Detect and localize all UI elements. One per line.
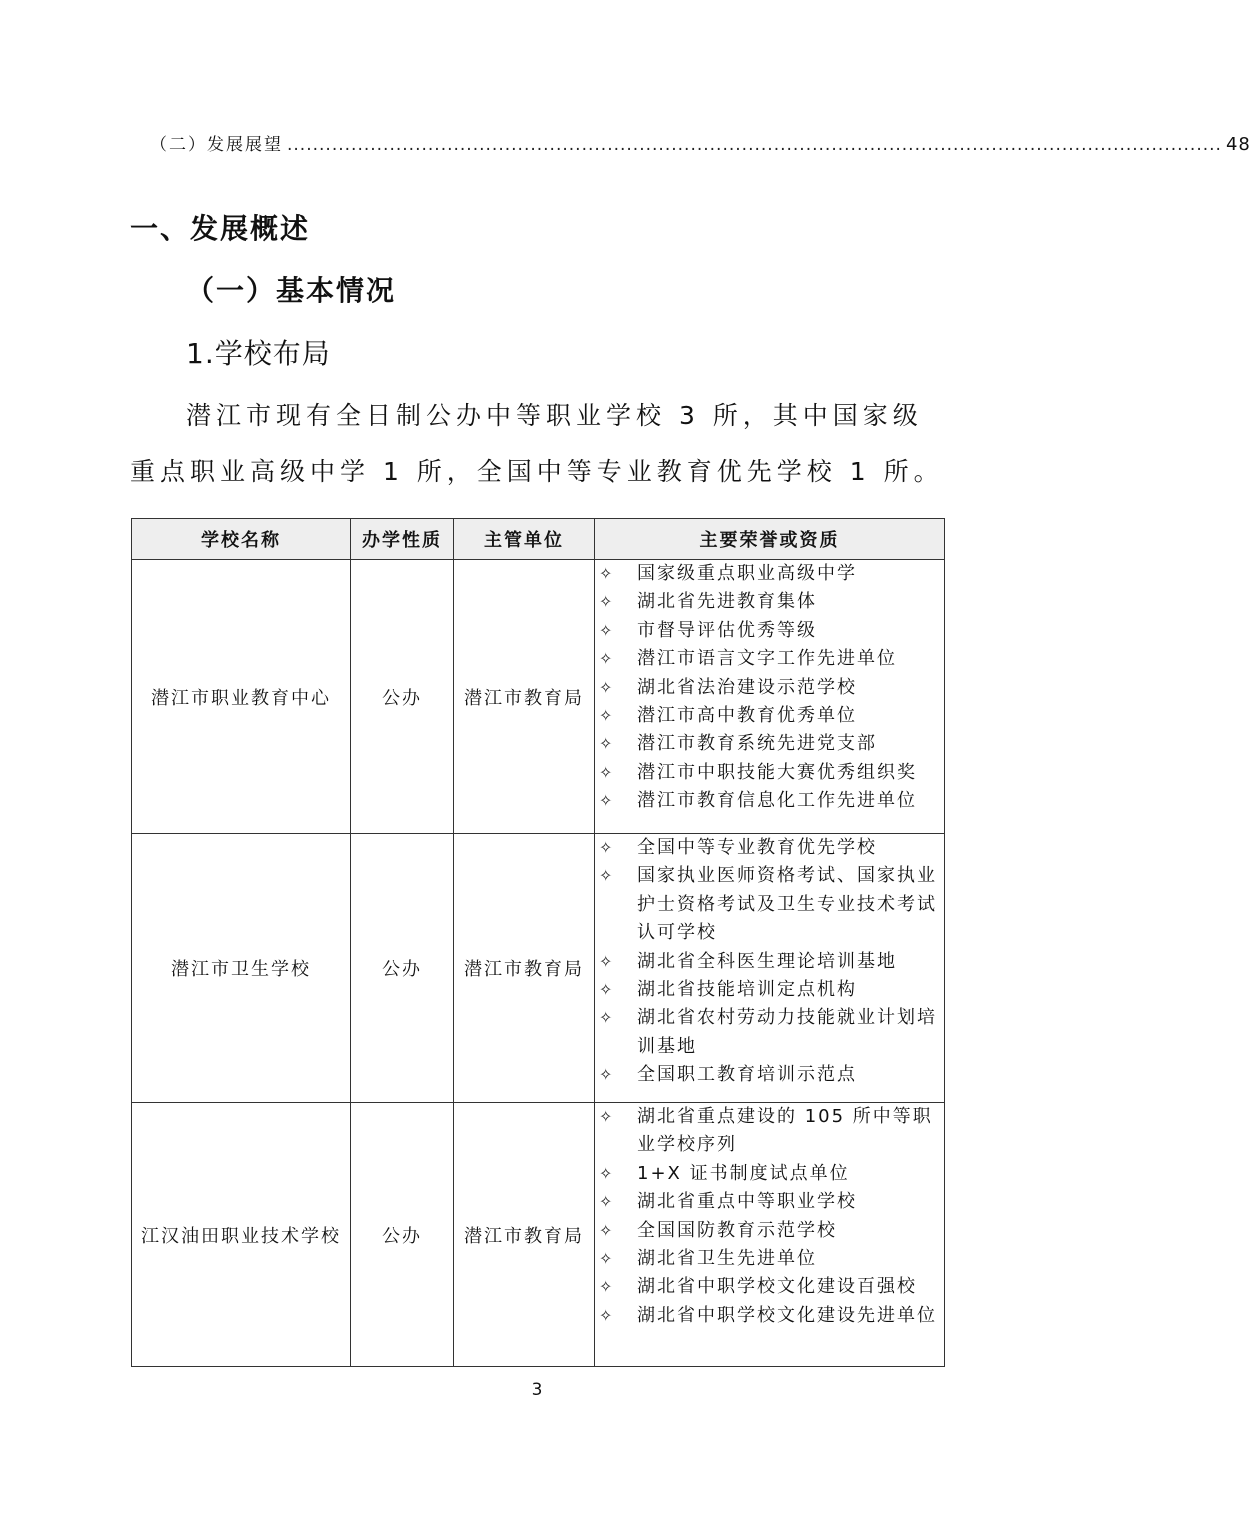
- diamond-bullet-icon: ✧: [599, 734, 615, 754]
- list-item: [595, 1245, 944, 1273]
- subsubsection-heading: 1.学校布局: [186, 337, 331, 370]
- honor-text: 潜江市教育信息化工作先进单位: [637, 790, 917, 812]
- list-item: [595, 1188, 944, 1216]
- honor-text: 1+X 证书制度试点单位: [637, 1162, 850, 1184]
- honor-text: 全国国防教育示范学校: [637, 1219, 837, 1241]
- honors-cell: [595, 834, 945, 1103]
- list-item: [595, 1061, 944, 1089]
- header-honors: 主要荣誉或资质: [595, 519, 945, 560]
- list-item: [595, 702, 944, 730]
- list-item: [595, 1160, 944, 1188]
- diamond-bullet-icon: ✧: [599, 1008, 615, 1028]
- diamond-bullet-icon: ✧: [599, 1220, 615, 1240]
- honor-text: 潜江市教育系统先进党支部: [637, 733, 877, 755]
- honor-text: 国家级重点职业高级中学: [637, 563, 857, 584]
- list-item: [595, 1103, 944, 1160]
- toc-entry[interactable]: [150, 130, 1251, 155]
- honor-text: 湖北省先进教育集体: [637, 591, 817, 613]
- diamond-bullet-icon: ✧: [599, 1192, 615, 1212]
- diamond-bullet-icon: ✧: [599, 1107, 615, 1126]
- list-item: [595, 730, 944, 758]
- honor-text: 潜江市中职技能大赛优秀组织奖: [637, 761, 917, 783]
- diamond-bullet-icon: ✧: [599, 592, 615, 612]
- list-item: [595, 617, 944, 645]
- authority-cell: 潜江市教育局: [454, 834, 595, 1103]
- list-item: [595, 1217, 944, 1245]
- diamond-bullet-icon: ✧: [599, 564, 615, 583]
- diamond-bullet-icon: ✧: [599, 1249, 615, 1269]
- honor-text: 湖北省全科医生理论培训基地: [637, 950, 897, 972]
- nature-cell: 公办: [351, 834, 454, 1103]
- diamond-bullet-icon: ✧: [599, 677, 615, 697]
- honor-text: 市督导评估优秀等级: [637, 619, 817, 641]
- diamond-bullet-icon: ✧: [599, 762, 615, 782]
- honor-text: 湖北省重点中等职业学校: [637, 1191, 857, 1213]
- body-paragraph: 潜江市现有全日制公办中等职业学校 3 所，其中国家级重点职业高级中学 1 所，全国中等专业教育优先学校 1 所。: [130, 401, 944, 486]
- list-item: [595, 560, 944, 588]
- honor-text: 湖北省法治建设示范学校: [637, 676, 857, 698]
- list-item: [595, 862, 944, 947]
- list-item: [595, 787, 944, 815]
- nature-cell: 公办: [351, 1103, 454, 1367]
- toc-entry-label: （二）发展展望: [150, 135, 283, 155]
- table-row: [132, 1103, 945, 1367]
- authority-cell: 潜江市教育局: [454, 560, 595, 834]
- section-heading: 一、发展概述: [130, 212, 311, 245]
- honors-list: [595, 834, 944, 1090]
- list-item: [595, 588, 944, 616]
- school-name-cell: 潜江市卫生学校: [132, 834, 351, 1103]
- toc-entry-page: 48: [1225, 134, 1251, 155]
- honors-cell: [595, 1103, 945, 1367]
- diamond-bullet-icon: ✧: [599, 1277, 615, 1297]
- diamond-bullet-icon: ✧: [599, 1065, 615, 1085]
- honor-text: 潜江市语言文字工作先进单位: [637, 648, 897, 670]
- list-item: [595, 1004, 944, 1061]
- school-name-cell: 潜江市职业教育中心: [132, 560, 351, 834]
- authority-cell: 潜江市教育局: [454, 1103, 595, 1367]
- subsection-heading: （一）基本情况: [186, 274, 397, 307]
- diamond-bullet-icon: ✧: [599, 951, 615, 971]
- honor-text: 湖北省农村劳动力技能就业计划培训基地: [637, 1007, 937, 1057]
- honor-text: 湖北省中职学校文化建设先进单位: [637, 1304, 937, 1326]
- list-item: [595, 759, 944, 787]
- header-nature: 办学性质: [351, 519, 454, 560]
- page-number: 3: [531, 1380, 543, 1400]
- diamond-bullet-icon: ✧: [599, 649, 615, 669]
- diamond-bullet-icon: ✧: [599, 1305, 615, 1325]
- diamond-bullet-icon: ✧: [599, 866, 615, 886]
- honor-text: 湖北省重点建设的 105 所中等职业学校序列: [637, 1106, 933, 1156]
- list-item: [595, 948, 944, 976]
- diamond-bullet-icon: ✧: [599, 980, 615, 1000]
- school-name-cell: 江汉油田职业技术学校: [132, 1103, 351, 1367]
- diamond-bullet-icon: ✧: [599, 1163, 615, 1183]
- toc-leader-dots: ..................................................................................................................................................: [287, 135, 1222, 155]
- honor-text: 湖北省技能培训定点机构: [637, 979, 857, 1001]
- nature-cell: 公办: [351, 560, 454, 834]
- list-item: [595, 1302, 944, 1330]
- honor-text: 全国中等专业教育优先学校: [637, 837, 877, 858]
- header-school-name: 学校名称: [132, 519, 351, 560]
- honors-list: [595, 1103, 944, 1330]
- list-item: [595, 1273, 944, 1301]
- list-item: [595, 976, 944, 1004]
- school-table: [131, 518, 945, 1367]
- honor-text: 全国职工教育培训示范点: [637, 1064, 857, 1086]
- table-row: [132, 560, 945, 834]
- diamond-bullet-icon: ✧: [599, 620, 615, 640]
- list-item: [595, 645, 944, 673]
- honor-text: 湖北省卫生先进单位: [637, 1248, 817, 1270]
- diamond-bullet-icon: ✧: [599, 838, 615, 857]
- honors-list: [595, 560, 944, 816]
- honor-text: 湖北省中职学校文化建设百强校: [637, 1276, 917, 1298]
- diamond-bullet-icon: ✧: [599, 791, 615, 811]
- honor-text: 国家执业医师资格考试、国家执业护士资格考试及卫生专业技术考试认可学校: [637, 865, 937, 944]
- honor-text: 潜江市高中教育优秀单位: [637, 705, 857, 727]
- table-header-row: [132, 519, 945, 560]
- list-item: [595, 674, 944, 702]
- list-item: [595, 834, 944, 862]
- header-authority: 主管单位: [454, 519, 595, 560]
- honors-cell: [595, 560, 945, 834]
- table-row: [132, 834, 945, 1103]
- diamond-bullet-icon: ✧: [599, 706, 615, 726]
